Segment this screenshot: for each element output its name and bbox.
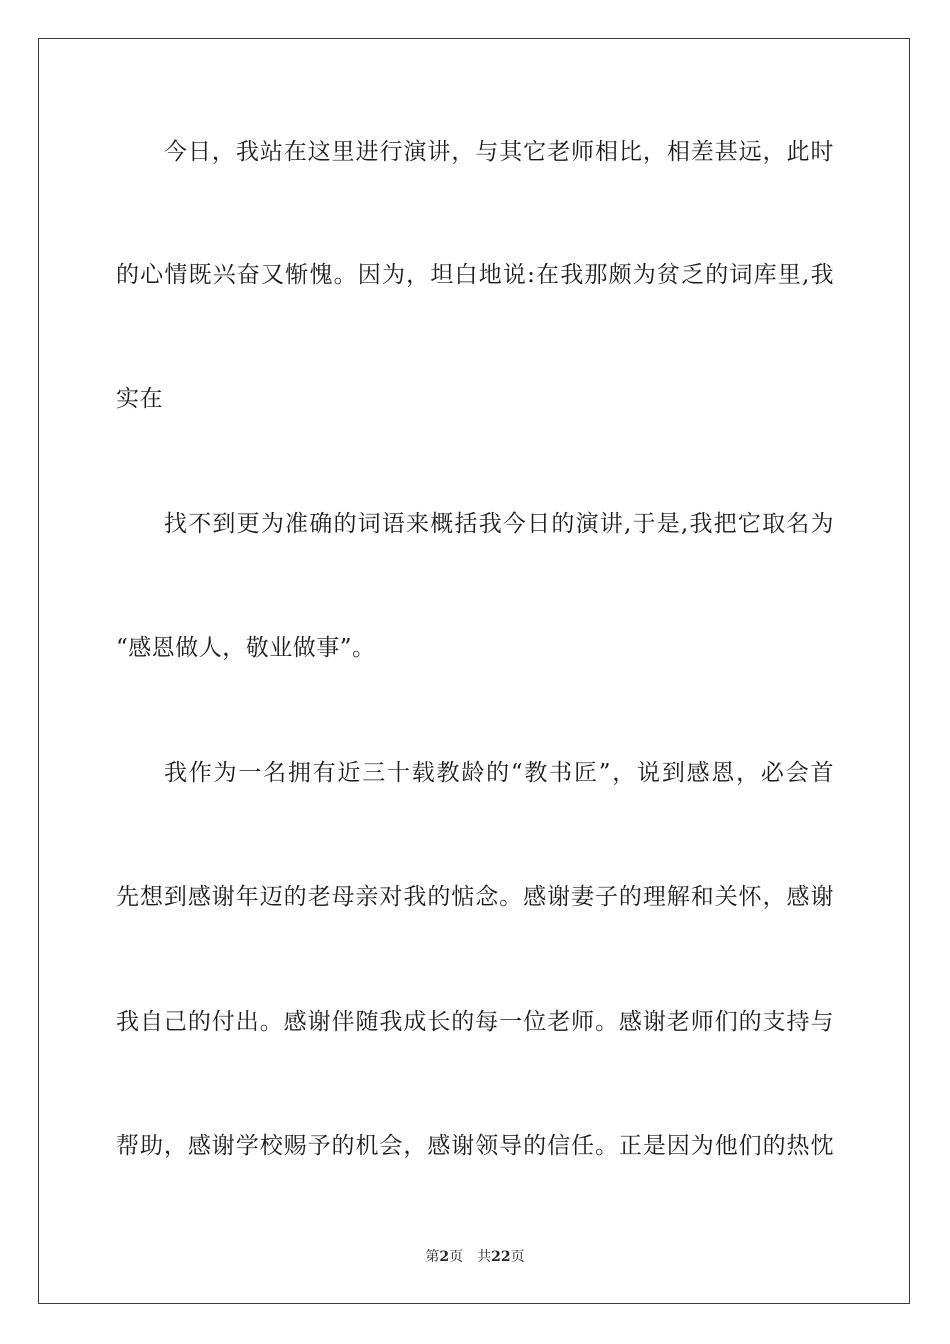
text-line-7: 先想到感谢年迈的老母亲对我的惦念。感谢妻子的理解和关怀，感谢	[116, 884, 834, 910]
page-footer	[0, 1248, 950, 1266]
text-line-2: 的心情既兴奋又惭愧。因为，坦白地说:在我那颇为贫乏的词库里,我	[116, 262, 834, 288]
page-suffix: 页	[449, 1249, 464, 1265]
text-line-6: 我作为一名拥有近三十载教龄的“教书匠”，说到感恩，必会首	[164, 760, 834, 786]
total-pages: 22	[491, 1249, 511, 1265]
text-line-3: 实在	[116, 386, 163, 412]
text-line-8: 我自己的付出。感谢伴随我成长的每一位老师。感谢老师们的支持与	[116, 1009, 834, 1035]
total-prefix: 共	[477, 1249, 492, 1265]
text-line-5: “感恩做人，敬业做事”。	[116, 635, 376, 661]
page-number: 2	[439, 1249, 450, 1265]
total-suffix: 页	[510, 1249, 525, 1265]
text-line-4: 找不到更为准确的词语来概括我今日的演讲,于是,我把它取名为	[164, 511, 834, 537]
page-border	[38, 38, 910, 1304]
text-line-9: 帮助，感谢学校赐予的机会，感谢领导的信任。正是因为他们的热忱	[116, 1133, 834, 1159]
page-prefix: 第	[425, 1249, 440, 1265]
text-line-1: 今日，我站在这里进行演讲，与其它老师相比，相差甚远，此时	[164, 139, 834, 165]
